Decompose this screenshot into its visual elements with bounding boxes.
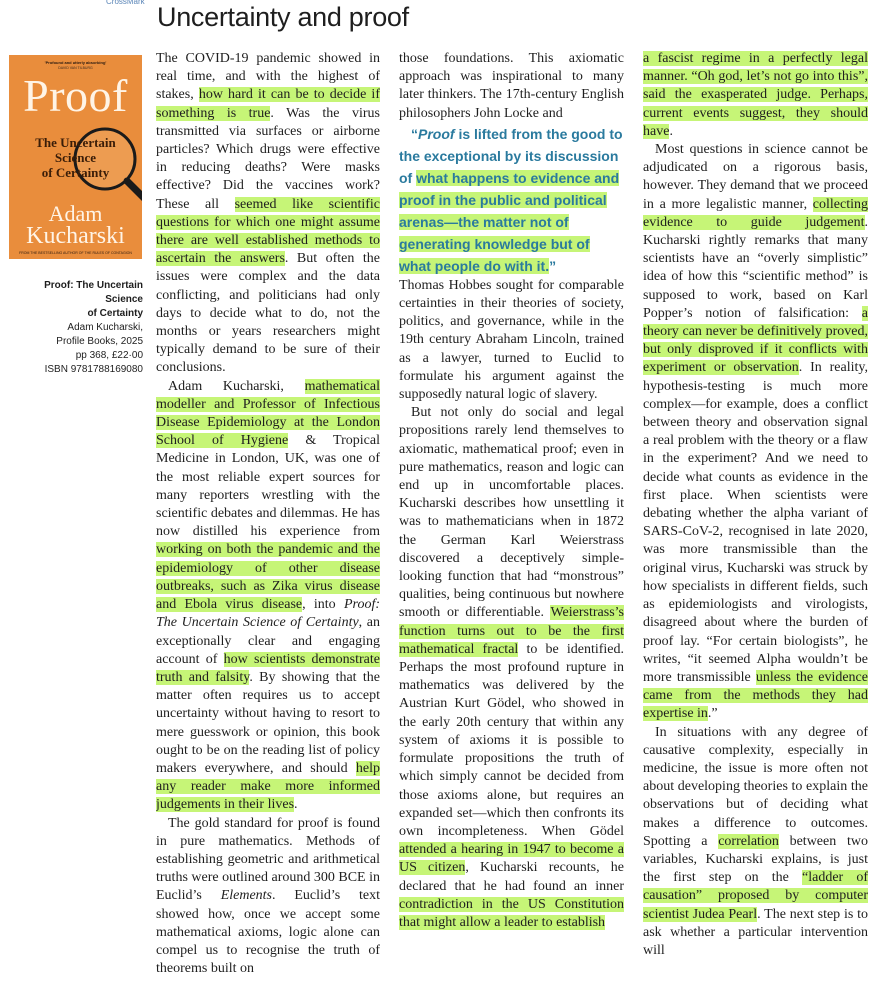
paragraph xyxy=(643,50,868,141)
paragraph xyxy=(156,815,380,979)
highlight[interactable]: seemed like scientific questions for which one might assume there are well established methods to ascertain the answers xyxy=(156,196,380,267)
paragraph xyxy=(643,724,868,961)
pull-quote-close: ” xyxy=(549,257,557,274)
text: . But often the issues were complex and the data conflicting, and politicians had only days to decide what to do, not the months or years researchers might typically demand to be sure of their conclusions. xyxy=(156,251,380,376)
highlight[interactable]: a theory can never be definitively proved, but only disproved if it conflicts with experiment or observation xyxy=(643,305,868,376)
highlight[interactable]: what happens to evidence and proof in the public and political arenas—the matter not of generating knowledge but of what people do with it. xyxy=(399,169,620,274)
cover-subtitle xyxy=(9,135,142,180)
book-info xyxy=(10,279,143,377)
highlight[interactable]: a fascist regime in a perfectly legal manner. “Oh god, let’s not go into this”, said the exasperated judge. Perhaps, current events suggest, they should have xyxy=(643,51,868,139)
text: Most questions in science cannot be adjudicated on a rigorous basis, however. They demand that we proceed in a more legalistic manner, xyxy=(643,142,868,212)
text: , Kucharski recounts, he declared that he had found an inner xyxy=(399,860,624,894)
text: is lifted from the good to the exceptional by its discussion of xyxy=(399,125,623,186)
paragraph xyxy=(156,50,380,378)
article-title: Uncertainty and proof xyxy=(157,2,409,32)
cover-subtitle-line: The Uncertain xyxy=(35,135,116,150)
highlight[interactable]: collecting evidence to guide judgement xyxy=(643,196,868,230)
text: , an exceptionally clear and engaging account of xyxy=(156,615,380,667)
text: . Euclid’s text showed how, once we accept some mathematical axioms, logic alone can compel us to recognise the truth of theorems built on xyxy=(156,888,380,977)
text: those foundations. This axiomatic approach was inspirational to many later thinkers. The 17th-century English philosophers John Locke and xyxy=(399,51,624,121)
book-isbn: ISBN 9781788169080 xyxy=(44,364,143,375)
highlight[interactable]: working on both the pandemic and the epidemiology of other disease outbreaks, such as Zika virus disease and Ebola virus disease xyxy=(156,542,380,613)
text: . Was the virus transmitted via surfaces or airborne particles? Which drugs were effective in reducing deaths? Were masks effective? Did the vaccines work? These all xyxy=(156,105,380,212)
highlight[interactable]: unless the evidence came from the methods they had expertise in xyxy=(643,669,868,722)
book-title-line: Proof: The Uncertain Science xyxy=(44,280,143,305)
cover-subtitle-line: of Certainty xyxy=(41,165,110,180)
book-cover xyxy=(9,55,142,259)
cover-author-first: Adam xyxy=(48,201,103,226)
book-pages-price: pp 368, £22·00 xyxy=(75,350,143,361)
book-publisher: Profile Books, 2025 xyxy=(56,336,143,347)
pull-quote-open: “ xyxy=(411,125,418,142)
pull-quote xyxy=(399,123,624,277)
highlight[interactable]: mathematical modeller and Professor of Infectious Disease Epidemiology at the London School of Hygiene xyxy=(156,378,380,449)
book-title-italic: Proof: The Uncertain Science of Certainty xyxy=(156,597,380,631)
paragraph xyxy=(643,141,868,724)
cover-title: Proof xyxy=(23,70,128,121)
cover-blurb: 'Profound and utterly absorbing' xyxy=(44,60,107,65)
text: to be identified. Perhaps the most profound rupture in mathematics was delivered by the Austrian Kurt Gödel, who showed in the early 20th century that within any system of axioms it is possible to formulate propositions the truth of which simply cannot be decided from those axioms alone, but requires an expanded set—which then confronts its own incompleteness. When Gödel xyxy=(399,641,624,839)
text: But not only do social and legal propositions rarely lend themselves to axiomatic, mathematical proof; even in pure mathematics, reason and logic can end up in uncomfortable places. Kucharski describes how unsettling it was to mathematicians when in 1872 the German Karl Weierstrass discovered a deceptively simple-looking function that had “monstrous” qualities, being continuous but nowhere smooth or differentiable. xyxy=(399,405,624,621)
paragraph xyxy=(156,378,380,815)
highlight[interactable]: help any reader make more informed judgements in their lives xyxy=(156,760,380,813)
text: . xyxy=(294,797,298,813)
book-title-line: of Certainty xyxy=(87,308,143,319)
highlight[interactable]: contradiction in the US Constitution that might allow a leader to establish xyxy=(399,896,624,930)
text: . By showing that the matter often requires us to accept uncertainty without having to resort to mere guesswork or opinion, this book ought to be on the reading list of policy makers everywhere, and should xyxy=(156,669,380,776)
text: In situations with any degree of causative complexity, especially in medicine, the issue is more often not about developing theories to explain the observations but of deciding what makes a difference to outcomes. Spotting a xyxy=(643,724,868,849)
highlight[interactable]: how scientists demonstrate truth and falsity xyxy=(156,651,380,685)
italic-text: Elements xyxy=(220,888,273,904)
article-column-2 xyxy=(399,50,624,995)
text: Thomas Hobbes sought for comparable certainties in their theories of society, politics, and governance, while in the 19th century Abraham Lincoln, trained as a lawyer, turned to Euclid to formulate his argument against the supposedly natural logic of slavery. xyxy=(399,277,624,403)
crossmark-logo[interactable]: CrossMark xyxy=(106,0,145,6)
highlight[interactable]: attended a hearing in 1947 to become a US citizen xyxy=(399,842,624,876)
text: . In reality, hypothesis-testing is much more complex—for example, does a conflict between theory and observation signal a real problem with the theory or a flaw in the experiment? And we need to decide what counts as evidence in the first place. When scientists were debating whether the alpha variant of SARS-CoV-2, recognised in late 2020, was more transmissible than the original virus, Kucharski was struck by how specialists in different fields, such as epidemiologists and virologists, disagreed about where the burden of proof lay. “For certain biologists”, he writes, “it seemed Alpha wouldn’t be more transmissible xyxy=(643,360,868,685)
book-author: Adam Kucharski, xyxy=(67,322,143,333)
cover-author-last: Kucharski xyxy=(26,223,125,249)
article-column-3 xyxy=(643,50,868,995)
text: , into xyxy=(302,597,344,613)
text: . Kucharski rightly remarks that many scientists have an “overly simplistic” idea of how this “scientific method” is supposed to work, based on Karl Popper’s notion of falsification: xyxy=(643,214,868,321)
text: The gold standard for proof is found in pure mathematics. Methods of establishing geometric and arithmetical truths were outlined around 300 BCE in Euclid’s xyxy=(156,815,380,904)
pull-quote-italic: Proof xyxy=(418,125,455,142)
highlight[interactable]: correlation xyxy=(718,833,779,849)
highlight[interactable]: Weierstrass’s function turns out to be the first mathematical fractal xyxy=(399,605,624,657)
paragraph xyxy=(399,277,624,404)
text: . xyxy=(669,123,673,139)
paragraph xyxy=(399,50,624,123)
text: . The next step is to ask whether a particular intervention will xyxy=(643,906,868,958)
cover-footer: FROM THE BESTSELLING AUTHOR OF THE RULES OF CONTAGION xyxy=(19,251,132,255)
text: Adam Kucharski, xyxy=(168,378,305,394)
highlight[interactable]: “ladder of causation” proposed by computer scientist Judea Pearl xyxy=(643,870,868,922)
cover-subtitle-line: Science xyxy=(54,150,97,165)
article-column-1 xyxy=(156,50,380,995)
text: .” xyxy=(707,706,718,722)
cover-blurb-source: DAVID VAN TILBURG xyxy=(58,66,93,70)
text: between two variables, Kucharski explains, is just the first step on the xyxy=(643,833,868,886)
highlight[interactable]: how hard it can be to decide if something is true xyxy=(156,87,380,121)
text: The COVID-19 pandemic showed in real time, and with the highest of stakes, xyxy=(156,51,380,103)
paragraph xyxy=(399,404,624,932)
text: & Tropical Medicine in London, UK, was one of the most reliable expert sources for many reporters wrestling with the scientific debates and dilemmas. He has now distilled his experience from xyxy=(156,433,380,540)
